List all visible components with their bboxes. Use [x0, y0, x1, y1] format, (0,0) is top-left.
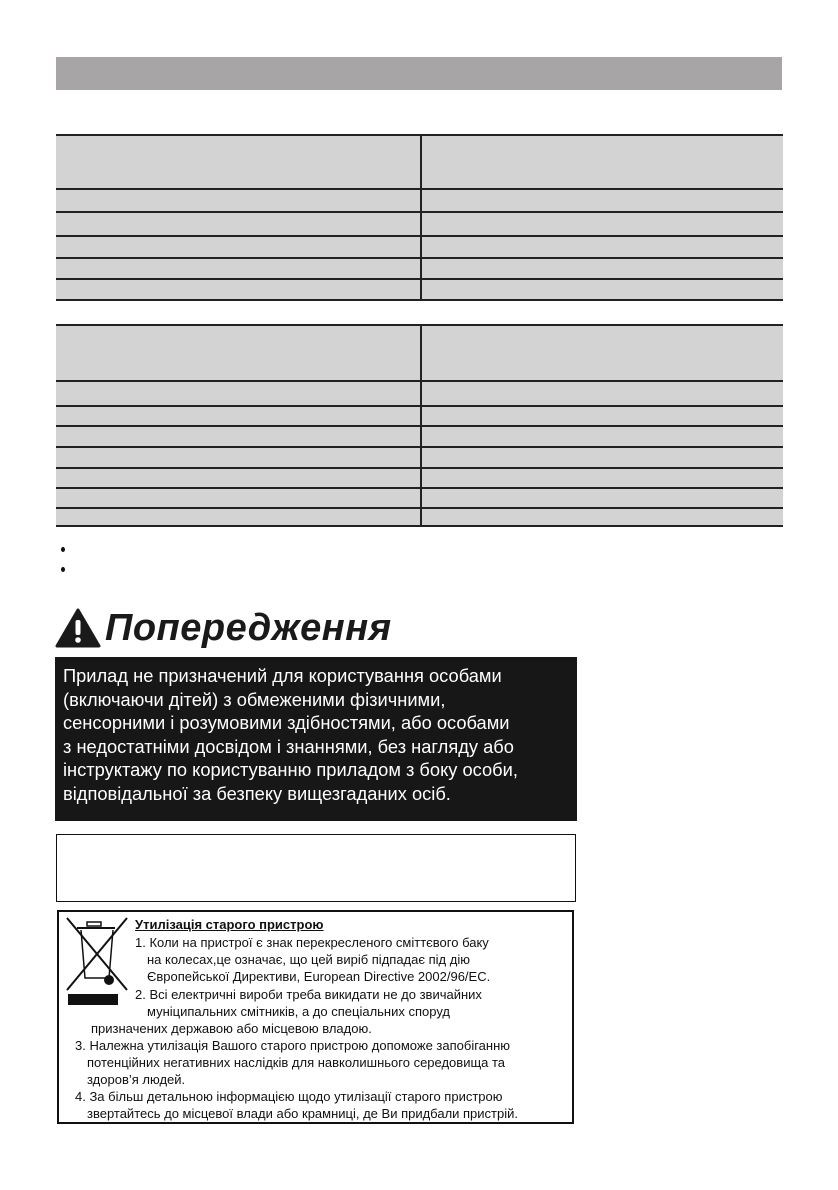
crossed-bin-icon	[65, 916, 131, 994]
warning-line: з недостатніми досвідом і знаннями, без нагляду або	[63, 735, 514, 757]
warning-line: відповідальної за безпеку вищезгаданих осіб.	[63, 782, 451, 804]
spec-table-1	[56, 134, 783, 301]
warning-heading	[55, 606, 392, 650]
disposal-line: Європейської Директиви, European Directive 2002/96/EC.	[147, 969, 491, 984]
warning-line: Прилад не призначений для користування особами	[63, 665, 502, 686]
warning-line: (включаючи дітей) з обмеженими фізичними,	[63, 688, 446, 710]
disposal-box	[57, 910, 574, 1124]
warning-line: інструктажу по користуванню приладом з боку особи,	[63, 759, 518, 780]
disposal-line: 3. Належна утилізація Вашого старого пристрою допоможе запобіганню	[75, 1038, 511, 1053]
disposal-line: потенційних негативних наслідків для навколишнього середовища та	[87, 1055, 506, 1070]
bullet	[61, 547, 65, 552]
warning-text-box	[55, 657, 577, 821]
disposal-line: здоров’я людей.	[87, 1072, 186, 1087]
black-bar	[68, 994, 118, 1005]
bullet	[61, 567, 65, 572]
disposal-line: 4. За більш детальною інформацією щодо утилізації старого пристрою	[75, 1089, 503, 1104]
disposal-line: призначених державою або місцевою владою.	[91, 1021, 372, 1036]
warning-line: сенсорними і розумовими здібностями, або особами	[63, 712, 510, 733]
disposal-title: Утилізація старого пристрою	[135, 917, 324, 932]
disposal-line: 2. Всі електричні вироби треба викидати не до звичайних	[135, 987, 482, 1002]
disposal-line: на колесах,це означає, що цей виріб підпадає під дію	[147, 952, 470, 967]
spec-table-2	[56, 324, 783, 527]
warning-triangle-icon	[55, 608, 101, 648]
disposal-line: муніципальних смітників, а до спеціальних споруд	[147, 1004, 450, 1019]
disposal-line: звертайтесь до місцевої влади або крамниці, де Ви придбали пристрій.	[87, 1106, 518, 1121]
empty-note-box	[56, 834, 576, 902]
disposal-line: 1. Коли на пристрої є знак перекресленого сміттєвого баку	[135, 935, 489, 950]
section-header-banner	[56, 57, 782, 90]
warning-title: Попередження	[105, 606, 392, 649]
